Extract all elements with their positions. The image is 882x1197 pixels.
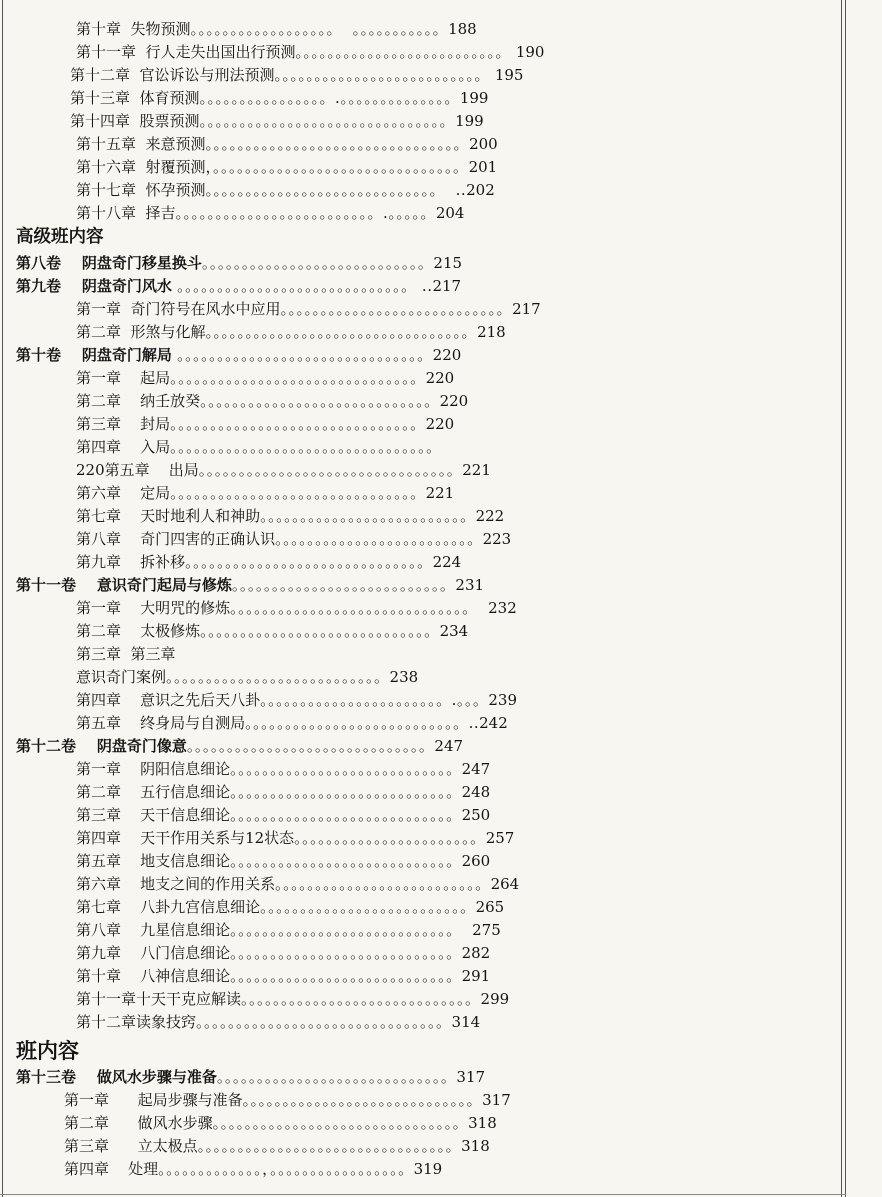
toc-entry-label: 第六章 地支之间的作用关系 bbox=[76, 875, 276, 893]
toc-page-number: 217 bbox=[512, 300, 541, 318]
toc-chapter-entry bbox=[76, 133, 498, 156]
toc-entry-label: 第三章 封局 bbox=[76, 415, 171, 433]
bottom-border-line bbox=[0, 1194, 846, 1195]
toc-dot-leader: 。。。。。。。。。。。。。。。。。。。。。。。。。。。。 bbox=[280, 300, 513, 318]
toc-dot-leader: 。。。。。。。。。。。。。。。。。。。。。。。。。。。。 bbox=[230, 760, 462, 778]
toc-page-number: 221 bbox=[425, 484, 455, 502]
toc-entry-label: 第十四章 股票预测 bbox=[70, 112, 200, 130]
toc-chapter-entry bbox=[64, 1158, 442, 1181]
toc-dot-leader: 。。。。。。。。。。。。。。。。。。。。。。。。。。。。。 bbox=[242, 1091, 483, 1109]
toc-entry-label: 第四章 处理 bbox=[64, 1160, 159, 1178]
toc-dot-leader: 。。。。。。。。。。。。。。。。.。。。。。。。。。。。。。。 bbox=[199, 89, 460, 107]
toc-dot-leader: 。。。。。。。。。。。。。。。。。。。。。。。。。。。。。。。 bbox=[170, 484, 426, 502]
toc-dot-leader: 。。。。。。。。。。。。。。。。。。。。。。。。。。。。。。 bbox=[186, 737, 435, 755]
toc-chapter-entry bbox=[76, 850, 490, 873]
toc-chapter-entry bbox=[76, 413, 454, 436]
toc-chapter-entry bbox=[76, 41, 544, 64]
toc-page-number: 201 bbox=[468, 158, 498, 176]
toc-dot-leader: 。。。。。。。。。。。。。，。。。。。。。。。。。。。。。。。 bbox=[158, 1160, 414, 1178]
toc-dot-leader: 。。。。。。。。。。。。。。。。。。。。。。。。。。。。。 bbox=[216, 1068, 457, 1086]
toc-dot-leader: 。。。。。。。。。。。。。。。。。。。。。。。。。。。。。。。。。 bbox=[205, 323, 478, 341]
toc-entry-label: 第二章 五行信息细论 bbox=[76, 783, 231, 801]
toc-dot-leader: 。。。。。。。。。。。。。。。。。。。。。。。 bbox=[294, 829, 486, 847]
toc-section-heading bbox=[16, 226, 104, 249]
toc-dot-leader: 。。。。。。。。。。。。。。。。。。。。。。。。。。。。。。。 bbox=[170, 369, 426, 387]
toc-dot-leader: 。。。。。。。。。。。。。。。。。。。。。。。。。。 bbox=[295, 43, 512, 61]
toc-page-number: 242 bbox=[479, 714, 508, 732]
toc-page-number: 220 bbox=[425, 369, 455, 387]
right-border-line-outer bbox=[845, 0, 846, 1197]
toc-dot-leader: 。。。。。。。。。。。。。。。。。。。。。。。。。。 bbox=[260, 898, 476, 916]
toc-entry-label: 第一章 起局步骤与准备 bbox=[64, 1091, 243, 1109]
toc-entry-label: 意识奇门案例 bbox=[76, 668, 167, 686]
toc-dot-leader: 。。。。。。。。。。。。。。。。。。。。。。。。。。。。。。。。 bbox=[205, 135, 470, 153]
toc-entry-label: 220第五章 出局 bbox=[76, 461, 199, 479]
toc-entry-label: 第十二卷 阴盘奇门像意 bbox=[16, 737, 187, 755]
toc-dot-leader: 。。。。。。。。。。。。。。。。。。。。。。。。。。。 bbox=[166, 668, 390, 686]
toc-page-number: 218 bbox=[477, 323, 506, 341]
toc-entry-label: 第十三章 体育预测 bbox=[70, 89, 200, 107]
toc-chapter-entry bbox=[76, 551, 461, 574]
toc-page-number: 319 bbox=[413, 1160, 443, 1178]
toc-page-number: 299 bbox=[480, 990, 510, 1008]
toc-dot-leader: 。。。。。。。。。。。。。。。。。。。。。。。。。。。。 bbox=[230, 967, 462, 985]
toc-dot-leader: 。。。。。。。。。。。。。。。。。。。。。。。。。。。。。。 bbox=[230, 599, 489, 617]
toc-chapter-entry bbox=[76, 804, 490, 827]
toc-chapter-entry bbox=[76, 712, 508, 735]
toc-chapter-entry bbox=[76, 919, 501, 942]
toc-page-number: 220 bbox=[432, 346, 462, 364]
toc-entry-label: 第八章 九星信息细论 bbox=[76, 921, 231, 939]
toc-dot-leader: 。。。。。。。。。。。。。。。。。。。。。。。。。。。。。 .. bbox=[205, 181, 467, 199]
toc-page-number: 222 bbox=[475, 507, 505, 525]
toc-dot-leader: 。。。。。。。。。。。。。。。。。。。。。。。。。。。。。。。。。 bbox=[170, 438, 442, 456]
toc-entry-label: 第六章 定局 bbox=[76, 484, 171, 502]
toc-volume-entry bbox=[16, 344, 461, 367]
toc-page-number: 224 bbox=[432, 553, 462, 571]
toc-page-number: 199 bbox=[459, 89, 489, 107]
toc-chapter-entry bbox=[76, 965, 490, 988]
toc-entry-label: 第一章 大明咒的修炼 bbox=[76, 599, 231, 617]
toc-page-number: 190 bbox=[511, 43, 545, 61]
toc-chapter-entry bbox=[76, 202, 464, 225]
toc-dot-leader: 。。。。。。。。。。。。。。。。。。。。。。。。。。。。。 bbox=[200, 392, 440, 410]
toc-page-number: 202 bbox=[466, 181, 495, 199]
toc-page-number: 318 bbox=[461, 1137, 490, 1155]
toc-dot-leader: 。。。。。。。。。。。。。。。。。。。。。。。。。。 bbox=[274, 66, 491, 84]
toc-page-number: 220 bbox=[425, 415, 455, 433]
toc-chapter-entry bbox=[76, 689, 517, 712]
toc-chapter-entry bbox=[76, 620, 468, 643]
toc-entry-label: 高级班内容 bbox=[16, 227, 104, 247]
toc-entry-label: 第二章 形煞与化解 bbox=[76, 323, 206, 341]
toc-chapter-entry bbox=[76, 298, 541, 321]
toc-entry-label: 第十一章 行人走失出国出行预测 bbox=[76, 43, 296, 61]
toc-entry-label: 第二章 太极修炼 bbox=[76, 622, 201, 640]
toc-entry-label: 第五章 终身局与自测局 bbox=[76, 714, 246, 732]
toc-page-number: 317 bbox=[482, 1091, 511, 1109]
toc-chapter-entry bbox=[76, 666, 418, 689]
toc-chapter-entry bbox=[76, 390, 468, 413]
toc-page-number: 247 bbox=[434, 737, 464, 755]
toc-entry-label: 第四章 意识之先后天八卦 bbox=[76, 691, 261, 709]
toc-dot-leader: 。。。。。。。。。。。。。。。。。。。。。。。。。。 bbox=[260, 507, 476, 525]
toc-volume-entry bbox=[16, 735, 463, 758]
toc-entry-label: 第三章 第三章 bbox=[76, 645, 176, 663]
toc-dot-leader: 。。。。。。。。。。。。。。。。。。。。。。。。。。。。。。。 bbox=[171, 346, 433, 364]
toc-entry-label: 第十一章十天干克应解读 bbox=[76, 990, 242, 1008]
toc-entry-label: 第二章 做风水步骤 bbox=[64, 1114, 213, 1132]
toc-chapter-entry bbox=[70, 64, 523, 87]
toc-page-number: 188 bbox=[448, 20, 477, 38]
toc-page-number: 195 bbox=[490, 66, 524, 84]
toc-entry-label: 第十二章 官讼诉讼与刑法预测 bbox=[70, 66, 275, 84]
toc-entry-label: 第九章 八门信息细论 bbox=[76, 944, 231, 962]
toc-dot-leader: 。。。。。。。。。。。。。。。。。。。。。。。。。。。。。 .. bbox=[171, 277, 433, 295]
toc-entry-label: 第十二章读象技窍 bbox=[76, 1013, 197, 1031]
right-border-line-inner bbox=[841, 0, 842, 1197]
toc-chapter-entry bbox=[76, 18, 477, 41]
toc-chapter-entry bbox=[70, 110, 484, 133]
toc-page-number: 221 bbox=[462, 461, 491, 479]
toc-page-number: 239 bbox=[488, 691, 517, 709]
toc-chapter-entry bbox=[76, 597, 517, 620]
toc-chapter-entry bbox=[76, 505, 504, 528]
toc-entry-label: 第一章 起局 bbox=[76, 369, 171, 387]
toc-entry-label: 第十五章 来意预测 bbox=[76, 135, 206, 153]
toc-dot-leader: 。。。。。。。。。。。。。。。。。。。。。。。。。。。.. bbox=[245, 714, 480, 732]
toc-dot-leader: 。。。。。。。。。。。。。。。。。。。。。。。。。。。。 bbox=[230, 944, 462, 962]
toc-page-number: 247 bbox=[461, 760, 491, 778]
toc-chapter-entry bbox=[76, 367, 454, 390]
toc-page-number: 264 bbox=[490, 875, 520, 893]
toc-entry-label: 第十一卷 意识奇门起局与修炼 bbox=[16, 576, 232, 594]
toc-chapter-entry bbox=[76, 321, 506, 344]
toc-page-number: 291 bbox=[461, 967, 491, 985]
toc-chapter-entry bbox=[64, 1135, 490, 1158]
toc-page-number: 223 bbox=[482, 530, 512, 548]
toc-chapter-entry bbox=[76, 156, 497, 179]
toc-chapter-entry bbox=[76, 528, 511, 551]
toc-chapter-entry bbox=[76, 827, 514, 850]
toc-page-number: 232 bbox=[488, 599, 517, 617]
toc-entry-label: 第八章 奇门四害的正确认识 bbox=[76, 530, 276, 548]
toc-page-number: 204 bbox=[435, 204, 465, 222]
toc-chapter-entry bbox=[76, 988, 509, 1011]
toc-entry-label: 第四章 天干作用关系与12状态 bbox=[76, 829, 295, 847]
toc-entry-label: 第三章 天干信息细论 bbox=[76, 806, 231, 824]
toc-chapter-entry bbox=[76, 873, 519, 896]
toc-dot-leader: 。。。。。。。。。。。。。。。。。。。。。。。。。。。。 bbox=[230, 783, 462, 801]
toc-page-number: 317 bbox=[456, 1068, 486, 1086]
toc-page-number: 200 bbox=[469, 135, 498, 153]
toc-entry-label: 第七章 八卦九宫信息细论 bbox=[76, 898, 261, 916]
toc-volume-entry bbox=[16, 275, 461, 298]
toc-page-number: 260 bbox=[461, 852, 491, 870]
toc-chapter-entry bbox=[76, 179, 495, 202]
toc-dot-leader: 。。。。。。。。。。。。。。。。。。。。。。。。。。。。。 bbox=[241, 990, 481, 1008]
toc-dot-leader: 。。。。。。。。。。。。。。。。。。。。。。。。。。。。 bbox=[201, 254, 434, 272]
toc-chapter-entry bbox=[76, 643, 176, 666]
toc-dot-leader: 。。。。。。。。。。。。。。。。。。。。。。。。。。。。。 bbox=[200, 622, 440, 640]
toc-entry-label: 第七章 天时地利人和神助 bbox=[76, 507, 261, 525]
toc-volume-entry bbox=[16, 574, 484, 597]
toc-entry-label: 班内容 bbox=[16, 1038, 79, 1063]
toc-dot-leader: 。。。。。。。。。。。。。。。。。。。。。。。。。。。 bbox=[231, 576, 456, 594]
toc-dot-leader: 。。。。。。。。。。。。。。。。。。。。。。。。。.。。。。。 bbox=[175, 204, 436, 222]
toc-entry-label: 第十六章 射覆预测， bbox=[76, 158, 214, 176]
toc-page-number: 238 bbox=[389, 668, 419, 686]
toc-dot-leader: 。。。。。。。。。。。。。。。。。。。。。。。。。。。。。。。 bbox=[213, 158, 469, 176]
toc-page-number: 314 bbox=[451, 1013, 481, 1031]
toc-entry-label: 第八卷 阴盘奇门移星换斗 bbox=[16, 254, 202, 272]
toc-entry-label: 第十八章 择吉 bbox=[76, 204, 176, 222]
toc-entry-label: 第十章 八神信息细论 bbox=[76, 967, 231, 985]
toc-entry-label: 第十章 失物预测 bbox=[76, 20, 191, 38]
toc-page-number: 231 bbox=[455, 576, 485, 594]
toc-dot-leader: 。。。。。。。。。。。。。。。。。。。。。。。。。。。。。。。 bbox=[199, 112, 456, 130]
toc-entry-label: 第十卷 阴盘奇门解局 bbox=[16, 346, 172, 364]
toc-dot-leader: 。。。。。。。。。。。。。。。。。。。。。。。。。。。。。。 bbox=[185, 553, 433, 571]
toc-entry-label: 第二章 纳壬放癸 bbox=[76, 392, 201, 410]
toc-dot-leader: 。。。。。。。。。。。。。。。。。。。。。。。。。。。。。。。。 bbox=[197, 1137, 462, 1155]
toc-entry-label: 第五章 地支信息细论 bbox=[76, 852, 231, 870]
toc-chapter-entry bbox=[76, 1011, 480, 1034]
toc-dot-leader: 。。。。。。。。。。。。。。。。。。。。。。。。。 bbox=[275, 530, 483, 548]
toc-page-number: 199 bbox=[455, 112, 484, 130]
toc-chapter-entry bbox=[76, 482, 454, 505]
toc-dot-leader: 。。。。。。。。。。。。。。。。。。 。。。。。。。。。。。 bbox=[190, 20, 449, 38]
toc-chapter-entry bbox=[76, 459, 491, 482]
toc-page-number: 248 bbox=[461, 783, 491, 801]
toc-section-heading bbox=[16, 1039, 79, 1062]
toc-chapter-entry bbox=[76, 942, 490, 965]
toc-dot-leader: 。。。。。。。。。。。。。。。。。。。。。。。。。。。。 bbox=[230, 921, 473, 939]
toc-entry-label: 第四章 入局 bbox=[76, 438, 171, 456]
toc-dot-leader: 。。。。。。。。。。。。。。。。。。。。。。。。。。 bbox=[275, 875, 491, 893]
toc-entry-label: 第三章 立太极点 bbox=[64, 1137, 198, 1155]
toc-page-number: 215 bbox=[433, 254, 463, 272]
toc-page-number: 275 bbox=[472, 921, 501, 939]
toc-chapter-entry bbox=[64, 1112, 497, 1135]
toc-chapter-entry bbox=[64, 1089, 511, 1112]
toc-chapter-entry bbox=[70, 87, 488, 110]
toc-chapter-entry bbox=[76, 781, 490, 804]
toc-chapter-entry bbox=[76, 896, 504, 919]
toc-chapter-entry bbox=[76, 758, 490, 781]
toc-page-number: 318 bbox=[468, 1114, 497, 1132]
toc-entry-label: 第十三卷 做风水步骤与准备 bbox=[16, 1068, 217, 1086]
toc-dot-leader: 。。。。。。。。。。。。。。。。。。。。。。。。。。。。。。。 bbox=[196, 1013, 452, 1031]
toc-entry-label: 第九章 拆补移 bbox=[76, 553, 186, 571]
toc-entry-label: 第一章 阴阳信息细论 bbox=[76, 760, 231, 778]
toc-dot-leader: 。。。。。。。。。。。。。。。。。。。。。。。。。。。。。。。 bbox=[212, 1114, 469, 1132]
toc-page-number: 250 bbox=[461, 806, 491, 824]
toc-dot-leader: 。。。。。。。。。。。。。。。。。。。。。。。。。。。。。。。 bbox=[170, 415, 426, 433]
toc-chapter-entry bbox=[76, 436, 442, 459]
toc-page-number: 257 bbox=[485, 829, 515, 847]
toc-volume-entry bbox=[16, 1066, 485, 1089]
toc-entry-label: 第一章 奇门符号在风水中应用 bbox=[76, 300, 281, 318]
toc-page-number: 220 bbox=[439, 392, 469, 410]
toc-dot-leader: 。。。。。。。。。。。。。。。。。。。。。。。。。。。。 bbox=[230, 852, 462, 870]
toc-page-number: 217 bbox=[432, 277, 462, 295]
toc-dot-leader: 。。。。。。。。。。。。。。。。。。。。。。。。。。。。 bbox=[230, 806, 462, 824]
toc-volume-entry bbox=[16, 252, 462, 275]
toc-entry-label: 第九卷 阴盘奇门风水 bbox=[16, 277, 172, 295]
toc-dot-leader: 。。。。。。。。。。。。。。。。。。。。。。。.。。。 bbox=[260, 691, 489, 709]
toc-page-number: 265 bbox=[475, 898, 505, 916]
toc-page-number: 282 bbox=[461, 944, 491, 962]
toc-entry-label: 第十七章 怀孕预测 bbox=[76, 181, 206, 199]
toc-dot-leader: 。。。。。。。。。。。。。。。。。。。。。。。。。。。。。。。。 bbox=[198, 461, 463, 479]
left-border-line bbox=[2, 0, 3, 1197]
toc-page-number: 234 bbox=[439, 622, 469, 640]
